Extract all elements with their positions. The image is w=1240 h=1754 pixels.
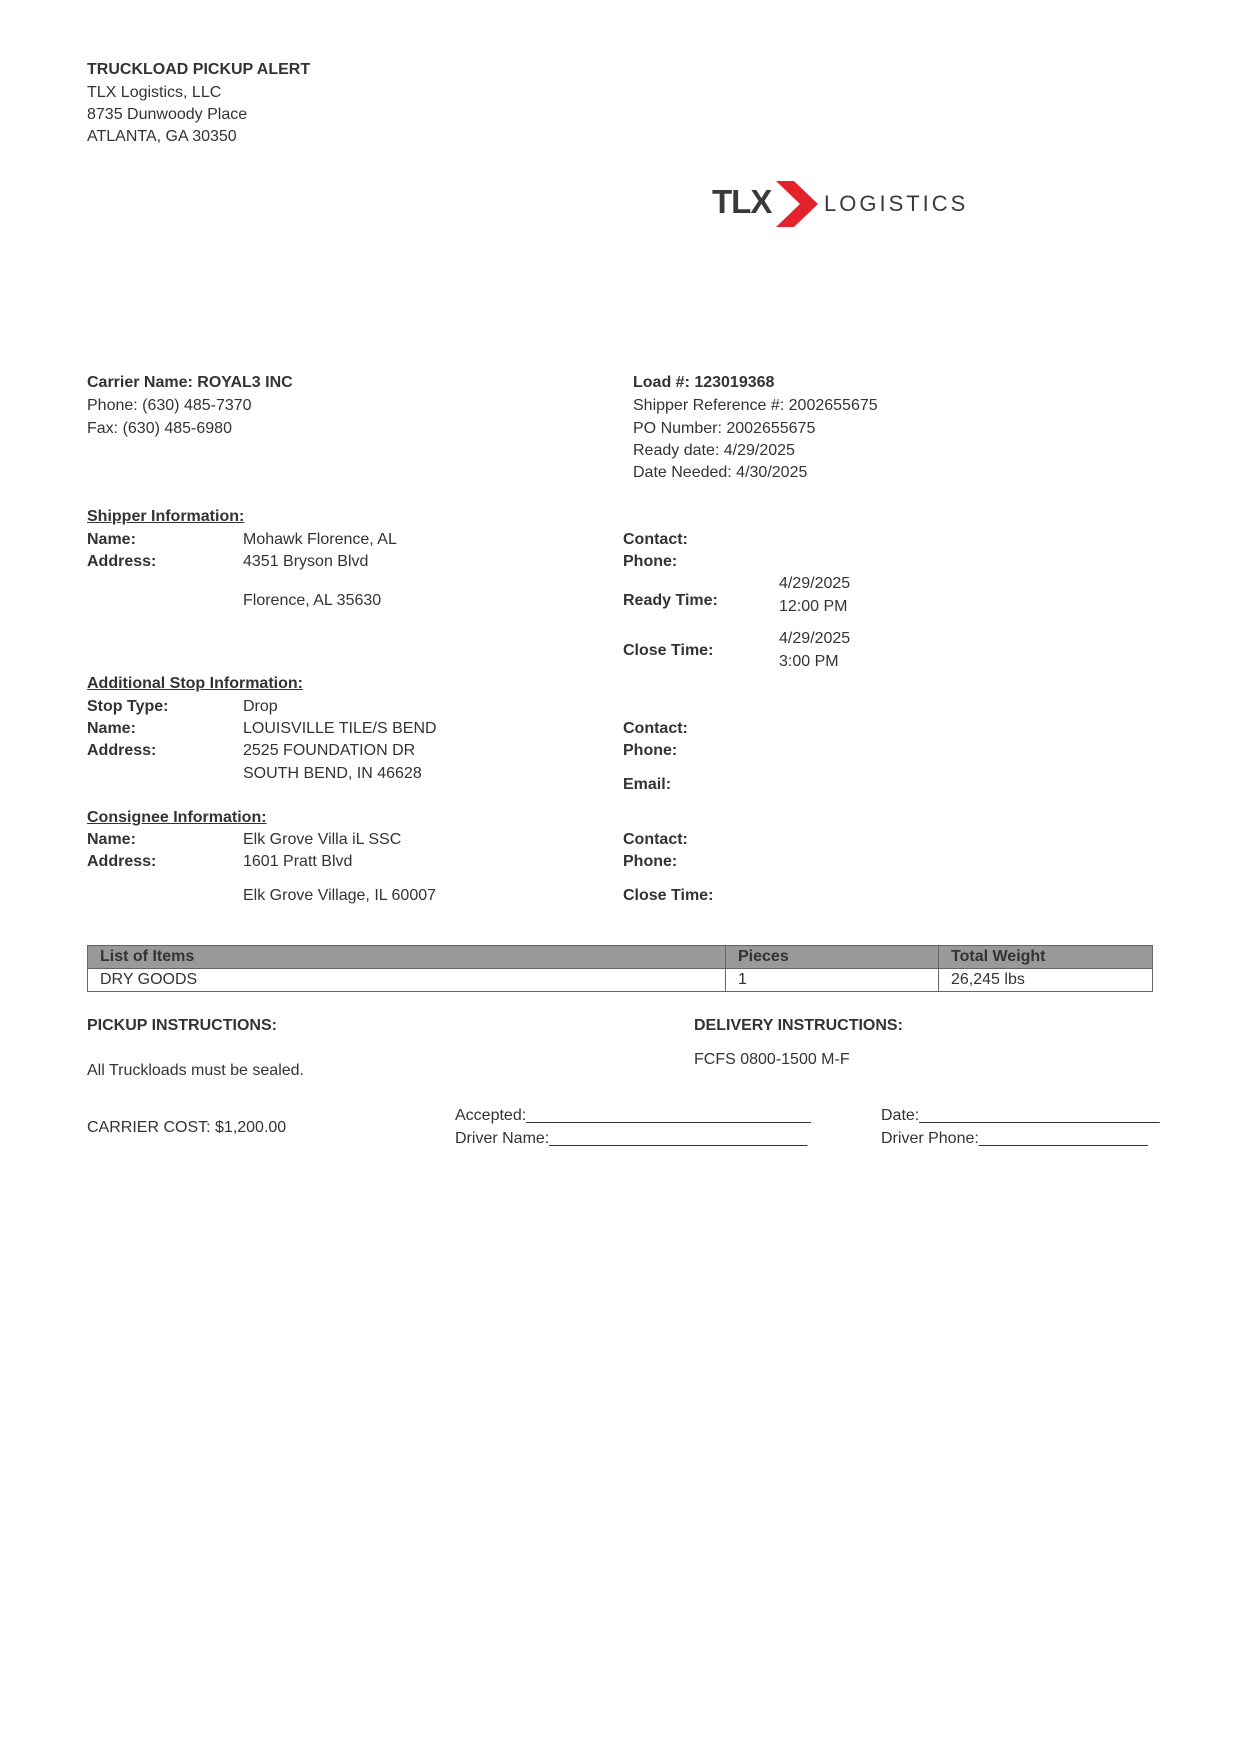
driver-phone-line: Driver Phone:___________________ <box>881 1130 1148 1147</box>
item-description: DRY GOODS <box>88 969 726 992</box>
shipper-reference: Shipper Reference #: 2002655675 <box>633 397 878 414</box>
po-number: PO Number: 2002655675 <box>633 420 816 437</box>
driver-name-line: Driver Name:_____________________________ <box>455 1130 808 1147</box>
consignee-name: Elk Grove Villa iL SSC <box>243 831 402 848</box>
item-weight: 26,245 lbs <box>939 969 1153 992</box>
logo-mark: TLX <box>712 183 772 220</box>
carrier-cost: CARRIER COST: $1,200.00 <box>87 1119 287 1136</box>
stop-address-label: Address: <box>87 742 157 759</box>
load-number: Load #: 123019368 <box>633 374 775 391</box>
stop-contact-label: Contact: <box>623 720 688 737</box>
shipper-address-line2: Florence, AL 35630 <box>243 592 382 609</box>
date-line: Date:___________________________ <box>881 1107 1160 1124</box>
company-logo <box>712 176 982 234</box>
stop-name-label: Name: <box>87 720 136 737</box>
items-header-pieces: Pieces <box>726 946 939 969</box>
shipper-ready-time-label: Ready Time: <box>623 592 718 609</box>
shipper-address-line1: 4351 Bryson Blvd <box>243 553 369 570</box>
consignee-contact-label: Contact: <box>623 831 688 848</box>
items-table <box>87 945 1153 992</box>
company-city: ATLANTA, GA 30350 <box>87 128 237 145</box>
stop-type: Drop <box>243 698 278 715</box>
stop-name: LOUISVILLE TILE/S BEND <box>243 720 437 737</box>
item-pieces: 1 <box>726 969 939 992</box>
stop-email-label: Email: <box>623 776 672 793</box>
shipper-close-time: 3:00 PM <box>779 653 839 670</box>
shipper-ready-time: 12:00 PM <box>779 598 848 615</box>
items-header-list: List of Items <box>88 946 726 969</box>
consignee-address-line1: 1601 Pratt Blvd <box>243 853 353 870</box>
consignee-address-line2: Elk Grove Village, IL 60007 <box>243 887 437 904</box>
consignee-address-label: Address: <box>87 853 157 870</box>
carrier-phone: Phone: (630) 485-7370 <box>87 397 252 414</box>
stop-address-line1: 2525 FOUNDATION DR <box>243 742 416 759</box>
carrier-fax: Fax: (630) 485-6980 <box>87 420 232 437</box>
stop-address-line2: SOUTH BEND, IN 46628 <box>243 765 422 782</box>
consignee-name-label: Name: <box>87 831 136 848</box>
document-title: TRUCKLOAD PICKUP ALERT <box>87 61 311 78</box>
stop-heading: Additional Stop Information: <box>87 675 303 692</box>
consignee-phone-label: Phone: <box>623 853 678 870</box>
company-street: 8735 Dunwoody Place <box>87 106 248 123</box>
stop-type-label: Stop Type: <box>87 698 169 715</box>
pickup-instructions-heading: PICKUP INSTRUCTIONS: <box>87 1017 277 1034</box>
logo-chevron-icon <box>774 179 820 229</box>
logo-wordmark: LOGISTICS <box>824 191 969 216</box>
date-needed: Date Needed: 4/30/2025 <box>633 464 808 481</box>
stop-phone-label: Phone: <box>623 742 678 759</box>
shipper-close-date: 4/29/2025 <box>779 630 851 647</box>
shipper-close-time-label: Close Time: <box>623 642 714 659</box>
accepted-signature-line: Accepted:________________________________ <box>455 1107 811 1124</box>
delivery-instructions-text: FCFS 0800-1500 M-F <box>694 1051 850 1068</box>
items-header-weight: Total Weight <box>939 946 1153 969</box>
shipper-name-label: Name: <box>87 531 136 548</box>
shipper-heading: Shipper Information: <box>87 508 245 525</box>
shipper-name: Mohawk Florence, AL <box>243 531 397 548</box>
shipper-address-label: Address: <box>87 553 157 570</box>
pickup-instructions-text: All Truckloads must be sealed. <box>87 1062 304 1079</box>
consignee-close-time-label: Close Time: <box>623 887 714 904</box>
items-header-row <box>88 946 1153 969</box>
consignee-heading: Consignee Information: <box>87 809 267 826</box>
shipper-ready-date: 4/29/2025 <box>779 575 851 592</box>
table-row <box>88 969 1153 992</box>
delivery-instructions-heading: DELIVERY INSTRUCTIONS: <box>694 1017 903 1034</box>
company-name: TLX Logistics, LLC <box>87 84 222 101</box>
shipper-phone-label: Phone: <box>623 553 678 570</box>
carrier-name: Carrier Name: ROYAL3 INC <box>87 374 293 391</box>
ready-date: Ready date: 4/29/2025 <box>633 442 795 459</box>
shipper-contact-label: Contact: <box>623 531 688 548</box>
